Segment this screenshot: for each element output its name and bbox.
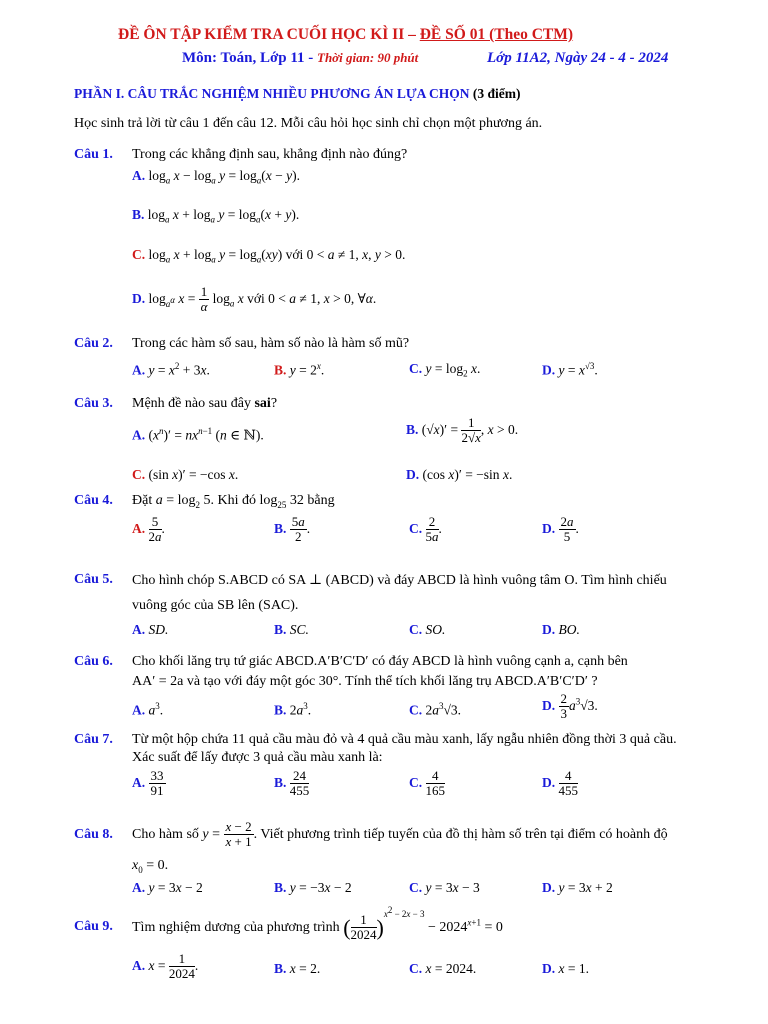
option-b: B. y = −3x − 2 (274, 880, 352, 895)
question-label: Câu 6. (74, 654, 113, 669)
option-a: A. SD. (132, 622, 169, 637)
exam-title (118, 26, 573, 44)
question-text: Đặt $a = \log_2 5$. Khi đó $\log_{25} 32$ bằng (132, 493, 335, 510)
part-title: PHẦN I. CÂU TRẮC NGHIỆM NHIỀU PHƯƠNG ÁN LỰA CHỌN (74, 86, 470, 101)
option-c: C. $y = \log_2 x$. (409, 361, 481, 379)
question-label: Câu 2. (74, 336, 113, 351)
exam-subtitle (182, 50, 418, 67)
question-text: Từ một hộp chứa 11 quả cầu màu đỏ và 4 quả cầu màu xanh, lấy ngẫu nhiên đồng thời 3 quả cầu. (132, 732, 677, 747)
question-text-line2: vuông góc của SB lên (SAC). (132, 598, 299, 613)
option-d: D. $\frac{2a}{5}$ . (542, 514, 579, 545)
question-text-line2: $x_0 = 0$. (132, 858, 169, 875)
option-b: B. $\frac{24}{455}$ (274, 768, 310, 799)
question-label: Câu 9. (74, 919, 113, 934)
option-a: A. $\frac{5}{2a}$ . (132, 514, 165, 545)
option-d: D. $\log_{a^\alpha} x$ = $\frac{1}{\alpha}$ $\log_a x$ với 0 < a ≠ 1, x > 0, ∀α. (132, 284, 377, 315)
option-d: D. $y = x^{√3}$. (542, 361, 598, 378)
question-text: Trong các hàm số sau, hàm số nào là hàm số mũ? (132, 336, 410, 351)
subject-label: Môn: Toán, Lớp 11 - (182, 50, 318, 66)
option-b: B. (√x)′ = $\frac{1}{2√x}$ , x > 0. (406, 415, 519, 446)
question-text: Cho hình chóp S.ABCD có SA ⊥ (ABCD) và đáy ABCD là hình vuông tâm O. Tìm hình chiếu (132, 573, 667, 588)
title-code: ĐỀ SỐ 01 (Theo CTM) (419, 26, 574, 43)
option-d: D. BO. (542, 622, 580, 637)
option-b: B. $\log_a x + \log_a y = \log_a(x + y)$. (132, 207, 300, 225)
question-text: Mệnh đề nào sau đây sai? (132, 396, 278, 411)
question-label: Câu 8. (74, 827, 113, 842)
option-b: B. $\frac{5a}{2}$ . (274, 514, 311, 545)
question-text: Trong các khẳng định sau, khẳng định nào đúng? (132, 147, 408, 162)
option-a: A. y = 3x − 2 (132, 880, 203, 895)
option-b: B. $2a^3$. (274, 701, 312, 718)
option-c: C. SO. (409, 622, 446, 637)
option-c: C. (sin x)′ = −cos x. (132, 467, 239, 482)
option-d: D. $\frac{4}{455}$ (542, 768, 578, 799)
option-a: A. $\frac{33}{91}$ (132, 768, 164, 799)
option-b: B. SC. (274, 622, 309, 637)
part-points: (3 điểm) (472, 86, 521, 101)
instruction: Học sinh trả lời từ câu 1 đến câu 12. Mỗi câu hỏi học sinh chỉ chọn một phương án. (74, 116, 543, 131)
option-b: B. x = 2. (274, 961, 321, 976)
option-a: A. $a^3$. (132, 701, 164, 718)
class-date: Lớp 11A2, Ngày 24 - 4 - 2024 (487, 50, 669, 66)
option-c: C. $\frac{2}{5a}$ . (409, 514, 442, 545)
option-c: C. $2a^3√3$. (409, 701, 462, 718)
option-d: D. y = 3x + 2 (542, 880, 613, 895)
question-label: Câu 3. (74, 396, 113, 411)
option-d: D. x = 1. (542, 961, 589, 976)
option-d: D. (cos x)′ = −sin x. (406, 467, 513, 482)
option-b: B. $y = 2^x$. (274, 361, 325, 378)
option-a: A. $(x^n)' = nx^{n-1}$ (n ∈ ℕ). (132, 426, 264, 443)
option-d: D. $\frac{2}{3}$ $a^3√3$. (542, 691, 598, 722)
question-label: Câu 5. (74, 572, 113, 587)
question-text-line2: Xác suất để lấy được 3 quả cầu màu xanh là: (132, 750, 383, 765)
question-label: Câu 1. (74, 147, 113, 162)
title-main: ĐỀ ÔN TẬP KIỂM TRA CUỐI HỌC KÌ II – (118, 26, 420, 43)
option-c: C. $\log_a x + \log_a y = \log_a(xy)$ với 0 < a ≠ 1, x, y > 0. (132, 247, 406, 265)
question-label: Câu 7. (74, 732, 113, 747)
question-text: Cho khối lăng trụ tứ giác ABCD.A′B′C′D′ có đáy ABCD là hình vuông cạnh a, cạnh bên (132, 654, 628, 669)
question-text-line2: AA′ = 2a và tạo với đáy một góc 30°. Tính thể tích khối lăng trụ ABCD.A′B′C′D′ ? (132, 674, 598, 689)
option-c: C. $\frac{4}{165}$ (409, 768, 445, 799)
time-label: Thời gian: 90 phút (317, 50, 419, 65)
question-label: Câu 4. (74, 493, 113, 508)
option-a: A. x = $\frac{1}{2024}$ . (132, 951, 199, 982)
question-text: Tìm nghiệm dương của phương trình ( $\frac{1}{2024}$ )$^{x^2 - 2x - 3} - 2024^{x+1} = 0$ (132, 905, 503, 943)
option-a: A. $y = x^2 + 3x$. (132, 361, 210, 378)
option-c: C. x = 2024. (409, 961, 477, 976)
part-heading (74, 86, 521, 102)
option-a: A. $\log_a x - \log_a y = \log_a(x - y)$. (132, 168, 301, 186)
option-c: C. y = 3x − 3 (409, 880, 480, 895)
question-text: Cho hàm số y = $\frac{x - 2}{x + 1}$ . Viết phương trình tiếp tuyến của đồ thị hàm số trên tại điểm có hoành độ (132, 819, 668, 850)
